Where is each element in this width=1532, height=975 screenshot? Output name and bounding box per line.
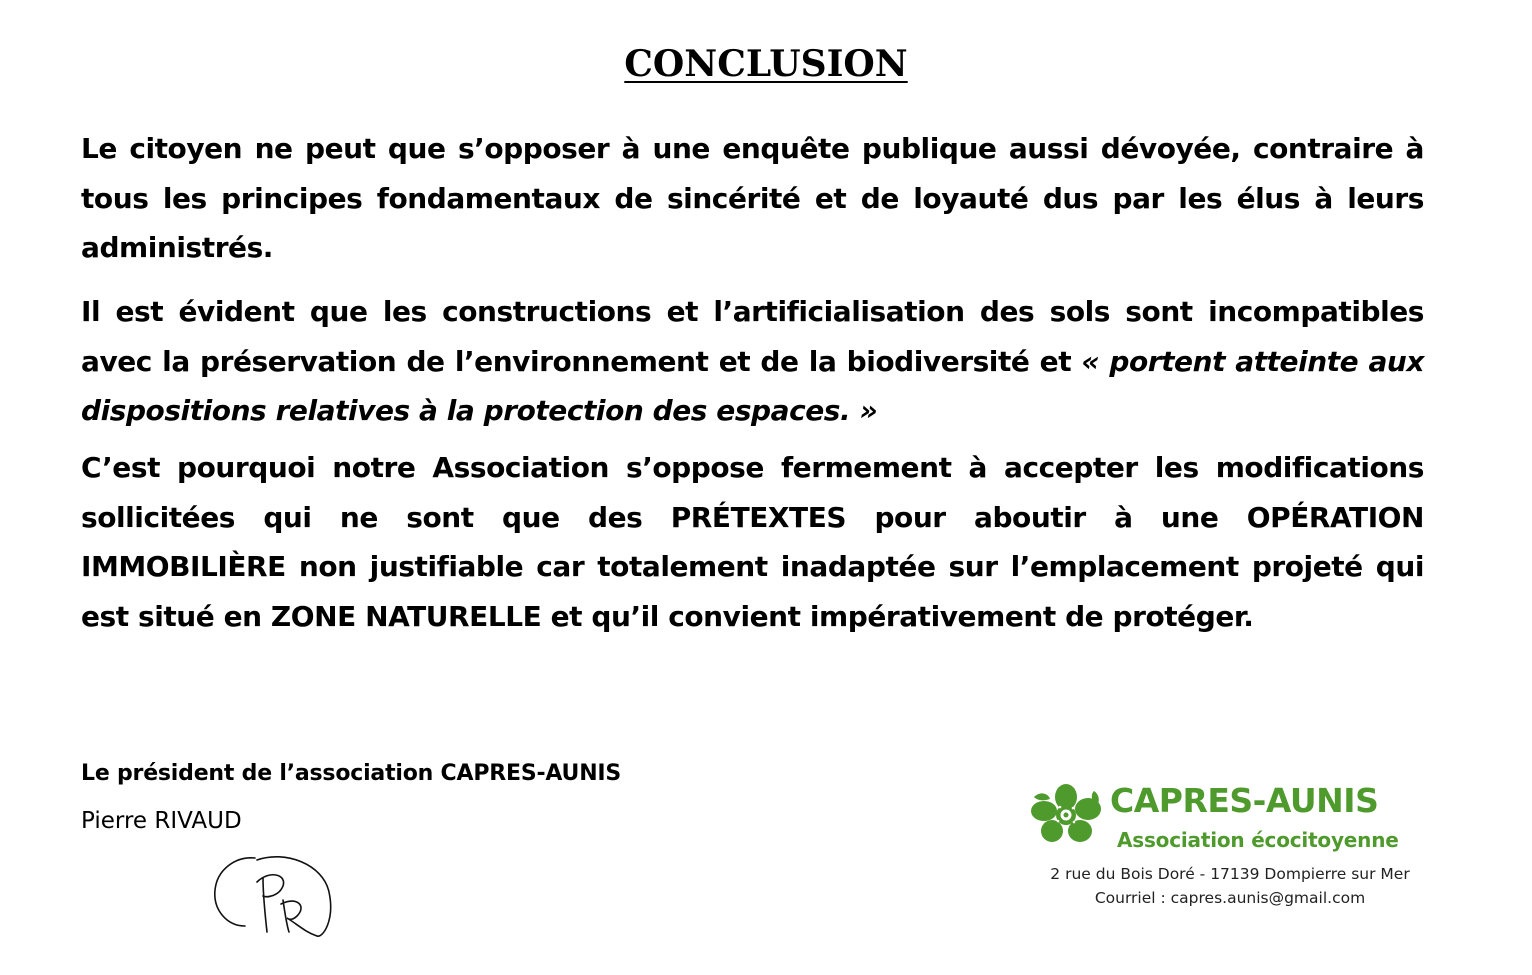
signatory-role: Le président de l’association CAPRES-AUNIS <box>81 761 622 786</box>
page-title <box>0 42 1532 86</box>
paragraph-3: C’est pourquoi notre Association s’oppose fermement à accepter les modifications sollicitées qui ne sont que des PRÉTEXTES pour aboutir à une OPÉRATION IMMOBILIÈRE non justifiable car totalement inadaptée sur l’emplacement projeté qui est situé en ZONE NATURELLE et qu’il convient impérativement de protéger. <box>81 451 1424 633</box>
paragraph-2-quote: « portent atteinte aux dispositions relatives à la protection des espaces. » <box>81 344 1424 427</box>
organization-subtitle: Association écocitoyenne <box>1117 828 1399 852</box>
flower-icon <box>1030 783 1102 845</box>
organization-name: CAPRES-AUNIS <box>1110 781 1379 820</box>
organization-email: Courriel : capres.aunis@gmail.com <box>1094 889 1366 907</box>
handwritten-signature <box>205 848 340 940</box>
page-title-text: CONCLUSION <box>624 43 908 85</box>
paragraph-2 <box>81 287 1424 436</box>
paragraph-1: Le citoyen ne peut que s’opposer à une enquête publique aussi dévoyée, contraire à tous les principes fondamentaux de sincérité et de loyauté dus par les élus à leurs administrés. <box>81 132 1424 264</box>
paragraph-2-text: Il est évident que les constructions et l’artificialisation des sols sont incompatibles avec la préservation de l’environnement et de la biodiversité et <box>81 295 1424 378</box>
organization-address: 2 rue du Bois Doré - 17139 Dompierre sur Mer <box>1050 865 1410 883</box>
signatory-name: Pierre RIVAUD <box>81 808 242 834</box>
